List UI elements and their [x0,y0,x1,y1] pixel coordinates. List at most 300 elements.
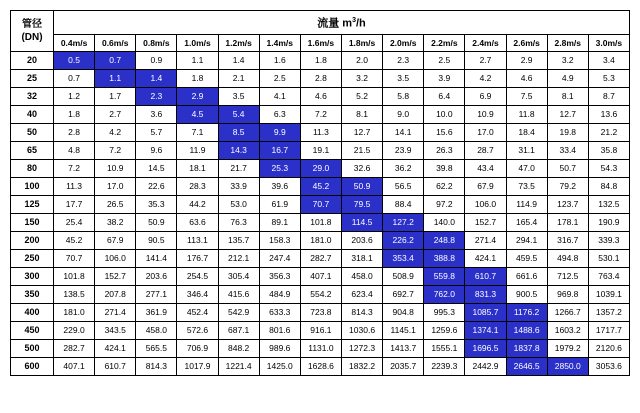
table-row [11,195,630,213]
flow-value-cell: 70.7 [54,249,95,267]
flow-value-cell: 7.2 [300,105,341,123]
flow-value-cell: 3053.6 [588,357,629,375]
flow-value-cell: 1.1 [95,69,136,87]
flow-value-cell: 2.9 [506,51,547,69]
flow-value-cell: 4.2 [95,123,136,141]
flow-value-cell: 318.1 [341,249,382,267]
table-head [11,11,630,52]
flow-value-cell: 7.2 [95,141,136,159]
flow-value-cell: 5.3 [588,69,629,87]
flow-value-cell: 9.6 [136,141,177,159]
speed-column-header: 0.6m/s [95,34,136,51]
flow-value-cell: 572.6 [177,321,218,339]
speed-column-header: 3.0m/s [588,34,629,51]
flow-value-cell: 361.9 [136,303,177,321]
flow-value-cell: 1.1 [177,51,218,69]
flow-value-cell: 831.3 [465,285,506,303]
flow-value-cell: 904.8 [383,303,424,321]
flow-value-cell: 8.7 [588,87,629,105]
flow-value-cell: 814.3 [136,357,177,375]
flow-value-cell: 1603.2 [547,321,588,339]
flow-value-cell: 127.2 [383,213,424,231]
flow-value-cell: 2239.3 [424,357,465,375]
flow-value-cell: 415.6 [218,285,259,303]
flow-value-cell: 3.4 [588,51,629,69]
pipe-flow-table-wrapper [10,10,630,376]
flow-value-cell: 23.9 [383,141,424,159]
flow-value-cell: 17.7 [54,195,95,213]
flow-value-cell: 1488.6 [506,321,547,339]
flow-value-cell: 814.3 [341,303,382,321]
flow-value-cell: 2646.5 [506,357,547,375]
flow-value-cell: 3.2 [547,51,588,69]
flow-header-suffix: /h [355,17,366,30]
flow-value-cell: 848.2 [218,339,259,357]
flow-value-cell: 88.4 [383,195,424,213]
flow-value-cell: 2.1 [218,69,259,87]
flow-value-cell: 1425.0 [259,357,300,375]
flow-value-cell: 114.5 [341,213,382,231]
dn-cell: 125 [11,195,54,213]
flow-value-cell: 2.5 [259,69,300,87]
flow-value-cell: 343.5 [95,321,136,339]
flow-value-cell: 3.5 [383,69,424,87]
flow-value-cell: 407.1 [300,267,341,285]
flow-value-cell: 101.8 [54,267,95,285]
flow-value-cell: 10.9 [95,159,136,177]
flow-value-cell: 1413.7 [383,339,424,357]
table-row [11,213,630,231]
flow-value-cell: 84.8 [588,177,629,195]
dn-header-cell [11,11,54,52]
flow-value-cell: 916.1 [300,321,341,339]
flow-value-cell: 8.5 [218,123,259,141]
flow-value-cell: 13.6 [588,105,629,123]
table-row [11,69,630,87]
speed-column-header: 0.8m/s [136,34,177,51]
flow-value-cell: 2850.0 [547,357,588,375]
flow-value-cell: 7.2 [54,159,95,177]
flow-value-cell: 76.3 [218,213,259,231]
flow-value-cell: 9.0 [383,105,424,123]
table-row [11,285,630,303]
flow-value-cell: 11.3 [300,123,341,141]
flow-value-cell: 530.1 [588,249,629,267]
dn-cell: 400 [11,303,54,321]
speed-column-header: 1.0m/s [177,34,218,51]
flow-value-cell: 135.7 [218,231,259,249]
flow-value-cell: 18.4 [506,123,547,141]
dn-cell: 100 [11,177,54,195]
table-row [11,339,630,357]
flow-value-cell: 282.7 [54,339,95,357]
flow-value-cell: 45.2 [54,231,95,249]
flow-value-cell: 19.1 [300,141,341,159]
flow-value-cell: 0.7 [95,51,136,69]
flow-value-cell: 1832.2 [341,357,382,375]
flow-value-cell: 1266.7 [547,303,588,321]
flow-value-cell: 294.1 [506,231,547,249]
flow-value-cell: 35.8 [588,141,629,159]
flow-value-cell: 21.7 [218,159,259,177]
flow-value-cell: 6.3 [259,105,300,123]
flow-header-cell [54,11,630,35]
flow-value-cell: 113.1 [177,231,218,249]
flow-value-cell: 0.9 [136,51,177,69]
flow-value-cell: 6.9 [465,87,506,105]
flow-value-cell: 1272.3 [341,339,382,357]
flow-value-cell: 62.2 [424,177,465,195]
flow-value-cell: 90.5 [136,231,177,249]
flow-value-cell: 712.5 [547,267,588,285]
flow-value-cell: 33.4 [547,141,588,159]
flow-value-cell: 176.7 [177,249,218,267]
flow-value-cell: 305.4 [218,267,259,285]
flow-value-cell: 762.0 [424,285,465,303]
flow-value-cell: 995.3 [424,303,465,321]
flow-value-cell: 554.2 [300,285,341,303]
flow-value-cell: 6.4 [424,87,465,105]
speed-column-header: 2.4m/s [465,34,506,51]
flow-value-cell: 11.9 [177,141,218,159]
speed-column-header: 2.6m/s [506,34,547,51]
flow-value-cell: 32.6 [341,159,382,177]
flow-header-sup: 3 [352,17,356,24]
flow-value-cell: 0.5 [54,51,95,69]
table-row [11,159,630,177]
flow-value-cell: 0.7 [54,69,95,87]
flow-value-cell: 1131.0 [300,339,341,357]
flow-value-cell: 5.7 [136,123,177,141]
flow-value-cell: 8.1 [547,87,588,105]
flow-value-cell: 54.3 [588,159,629,177]
flow-value-cell: 1.6 [259,51,300,69]
flow-value-cell: 152.7 [465,213,506,231]
flow-value-cell: 1374.1 [465,321,506,339]
flow-value-cell: 5.8 [383,87,424,105]
flow-value-cell: 989.6 [259,339,300,357]
flow-value-cell: 7.5 [506,87,547,105]
dn-cell: 300 [11,267,54,285]
flow-value-cell: 14.1 [383,123,424,141]
flow-value-cell: 2.0 [341,51,382,69]
flow-value-cell: 559.8 [424,267,465,285]
flow-value-cell: 70.7 [300,195,341,213]
flow-value-cell: 212.1 [218,249,259,267]
table-row [11,267,630,285]
flow-value-cell: 969.8 [547,285,588,303]
flow-value-cell: 1.7 [95,87,136,105]
flow-value-cell: 459.5 [506,249,547,267]
flow-value-cell: 1555.1 [424,339,465,357]
flow-value-cell: 56.5 [383,177,424,195]
flow-value-cell: 21.2 [588,123,629,141]
flow-value-cell: 226.2 [383,231,424,249]
flow-value-cell: 4.8 [54,141,95,159]
flow-value-cell: 4.1 [259,87,300,105]
flow-value-cell: 165.4 [506,213,547,231]
flow-value-cell: 132.5 [588,195,629,213]
flow-value-cell: 1039.1 [588,285,629,303]
flow-value-cell: 1.8 [54,105,95,123]
dn-cell: 450 [11,321,54,339]
flow-header-prefix: 流量 m [317,17,353,30]
dn-cell: 32 [11,87,54,105]
header-row-speeds [11,34,630,51]
flow-value-cell: 28.3 [177,177,218,195]
table-row [11,249,630,267]
flow-value-cell: 43.4 [465,159,506,177]
flow-value-cell: 10.0 [424,105,465,123]
speed-column-header: 1.4m/s [259,34,300,51]
speed-column-header: 1.8m/s [341,34,382,51]
flow-value-cell: 79.5 [341,195,382,213]
speed-column-header: 0.4m/s [54,34,95,51]
flow-value-cell: 4.2 [465,69,506,87]
table-row [11,321,630,339]
flow-value-cell: 801.6 [259,321,300,339]
flow-value-cell: 35.3 [136,195,177,213]
flow-value-cell: 4.6 [300,87,341,105]
flow-value-cell: 316.7 [547,231,588,249]
flow-value-cell: 4.9 [547,69,588,87]
flow-value-cell: 7.1 [177,123,218,141]
flow-value-cell: 494.8 [547,249,588,267]
flow-value-cell: 356.3 [259,267,300,285]
flow-value-cell: 1696.5 [465,339,506,357]
flow-value-cell: 14.3 [218,141,259,159]
flow-value-cell: 692.7 [383,285,424,303]
flow-value-cell: 1221.4 [218,357,259,375]
flow-value-cell: 2.7 [95,105,136,123]
flow-value-cell: 140.0 [424,213,465,231]
flow-value-cell: 8.1 [341,105,382,123]
flow-value-cell: 12.7 [547,105,588,123]
flow-value-cell: 2.5 [424,51,465,69]
flow-value-cell: 18.1 [177,159,218,177]
flow-value-cell: 138.5 [54,285,95,303]
dn-cell: 350 [11,285,54,303]
flow-value-cell: 247.4 [259,249,300,267]
flow-value-cell: 3.2 [341,69,382,87]
dn-cell: 80 [11,159,54,177]
flow-value-cell: 2.8 [54,123,95,141]
flow-value-cell: 2120.6 [588,339,629,357]
flow-value-cell: 2442.9 [465,357,506,375]
speed-column-header: 2.2m/s [424,34,465,51]
flow-value-cell: 158.3 [259,231,300,249]
flow-value-cell: 9.9 [259,123,300,141]
flow-value-cell: 2.3 [136,87,177,105]
flow-value-cell: 277.1 [136,285,177,303]
flow-value-cell: 45.2 [300,177,341,195]
flow-value-cell: 79.2 [547,177,588,195]
table-row [11,105,630,123]
flow-value-cell: 229.0 [54,321,95,339]
flow-value-cell: 106.0 [465,195,506,213]
pipe-flow-table [10,10,630,376]
flow-value-cell: 282.7 [300,249,341,267]
flow-value-cell: 458.0 [136,321,177,339]
dn-cell: 20 [11,51,54,69]
table-row [11,141,630,159]
flow-value-cell: 11.3 [54,177,95,195]
flow-value-cell: 2.3 [383,51,424,69]
table-row [11,87,630,105]
flow-value-cell: 178.1 [547,213,588,231]
dn-cell: 200 [11,231,54,249]
flow-value-cell: 4.6 [506,69,547,87]
flow-value-cell: 67.9 [465,177,506,195]
flow-value-cell: 203.6 [136,267,177,285]
flow-value-cell: 542.9 [218,303,259,321]
flow-value-cell: 353.4 [383,249,424,267]
flow-value-cell: 458.0 [341,267,382,285]
flow-value-cell: 1259.6 [424,321,465,339]
flow-value-cell: 63.6 [177,213,218,231]
flow-value-cell: 2035.7 [383,357,424,375]
flow-value-cell: 97.2 [424,195,465,213]
flow-value-cell: 623.4 [341,285,382,303]
flow-value-cell: 17.0 [95,177,136,195]
flow-value-cell: 101.8 [300,213,341,231]
flow-value-cell: 47.0 [506,159,547,177]
flow-value-cell: 11.8 [506,105,547,123]
flow-value-cell: 22.6 [136,177,177,195]
flow-value-cell: 484.9 [259,285,300,303]
flow-value-cell: 25.3 [259,159,300,177]
flow-value-cell: 339.3 [588,231,629,249]
flow-value-cell: 67.9 [95,231,136,249]
flow-value-cell: 29.0 [300,159,341,177]
flow-value-cell: 3.6 [136,105,177,123]
speed-column-header: 2.8m/s [547,34,588,51]
flow-value-cell: 723.8 [300,303,341,321]
flow-value-cell: 50.7 [547,159,588,177]
flow-value-cell: 17.0 [465,123,506,141]
flow-value-cell: 1.8 [300,51,341,69]
flow-value-cell: 114.9 [506,195,547,213]
flow-value-cell: 424.1 [95,339,136,357]
dn-header-line2: (DN) [21,31,43,43]
table-row [11,231,630,249]
flow-value-cell: 1017.9 [177,357,218,375]
flow-value-cell: 1145.1 [383,321,424,339]
flow-value-cell: 12.7 [341,123,382,141]
table-body [11,51,630,375]
flow-value-cell: 1.4 [136,69,177,87]
flow-value-cell: 1357.2 [588,303,629,321]
dn-cell: 150 [11,213,54,231]
table-row [11,177,630,195]
flow-value-cell: 15.6 [424,123,465,141]
flow-value-cell: 14.5 [136,159,177,177]
flow-value-cell: 900.5 [506,285,547,303]
flow-value-cell: 141.4 [136,249,177,267]
flow-value-cell: 4.5 [177,105,218,123]
flow-value-cell: 123.7 [547,195,588,213]
flow-value-cell: 39.6 [259,177,300,195]
flow-value-cell: 633.3 [259,303,300,321]
flow-value-cell: 36.2 [383,159,424,177]
flow-value-cell: 26.5 [95,195,136,213]
flow-value-cell: 50.9 [341,177,382,195]
flow-value-cell: 565.5 [136,339,177,357]
flow-value-cell: 508.9 [383,267,424,285]
flow-value-cell: 16.7 [259,141,300,159]
flow-value-cell: 3.9 [424,69,465,87]
flow-value-cell: 5.2 [341,87,382,105]
dn-header-line1: 管径 [22,18,42,30]
flow-value-cell: 1837.8 [506,339,547,357]
flow-value-cell: 203.6 [341,231,382,249]
flow-value-cell: 1030.6 [341,321,382,339]
table-row [11,123,630,141]
dn-cell: 40 [11,105,54,123]
flow-value-cell: 5.4 [218,105,259,123]
speed-column-header: 1.2m/s [218,34,259,51]
flow-value-cell: 190.9 [588,213,629,231]
flow-value-cell: 181.0 [54,303,95,321]
flow-value-cell: 1.4 [218,51,259,69]
flow-value-cell: 424.1 [465,249,506,267]
flow-value-cell: 207.8 [95,285,136,303]
dn-cell: 500 [11,339,54,357]
flow-value-cell: 2.9 [177,87,218,105]
flow-value-cell: 452.4 [177,303,218,321]
flow-value-cell: 1085.7 [465,303,506,321]
dn-cell: 250 [11,249,54,267]
flow-value-cell: 1628.6 [300,357,341,375]
flow-value-cell: 661.6 [506,267,547,285]
flow-value-cell: 1979.2 [547,339,588,357]
flow-value-cell: 106.0 [95,249,136,267]
flow-value-cell: 610.7 [95,357,136,375]
flow-value-cell: 610.7 [465,267,506,285]
flow-value-cell: 26.3 [424,141,465,159]
flow-value-cell: 28.7 [465,141,506,159]
flow-value-cell: 3.5 [218,87,259,105]
flow-value-cell: 1.2 [54,87,95,105]
dn-cell: 50 [11,123,54,141]
speed-column-header: 1.6m/s [300,34,341,51]
flow-value-cell: 21.5 [341,141,382,159]
flow-value-cell: 181.0 [300,231,341,249]
dn-cell: 65 [11,141,54,159]
dn-cell: 25 [11,69,54,87]
flow-value-cell: 152.7 [95,267,136,285]
flow-value-cell: 10.9 [465,105,506,123]
flow-value-cell: 763.4 [588,267,629,285]
flow-value-cell: 19.8 [547,123,588,141]
flow-value-cell: 31.1 [506,141,547,159]
flow-value-cell: 687.1 [218,321,259,339]
flow-value-cell: 1717.7 [588,321,629,339]
flow-value-cell: 25.4 [54,213,95,231]
table-row [11,357,630,375]
flow-value-cell: 271.4 [465,231,506,249]
flow-value-cell: 61.9 [259,195,300,213]
flow-value-cell: 38.2 [95,213,136,231]
flow-value-cell: 2.7 [465,51,506,69]
dn-cell: 600 [11,357,54,375]
flow-value-cell: 2.8 [300,69,341,87]
flow-value-cell: 39.8 [424,159,465,177]
flow-value-cell: 388.8 [424,249,465,267]
flow-value-cell: 407.1 [54,357,95,375]
flow-value-cell: 53.0 [218,195,259,213]
header-row-main [11,11,630,35]
